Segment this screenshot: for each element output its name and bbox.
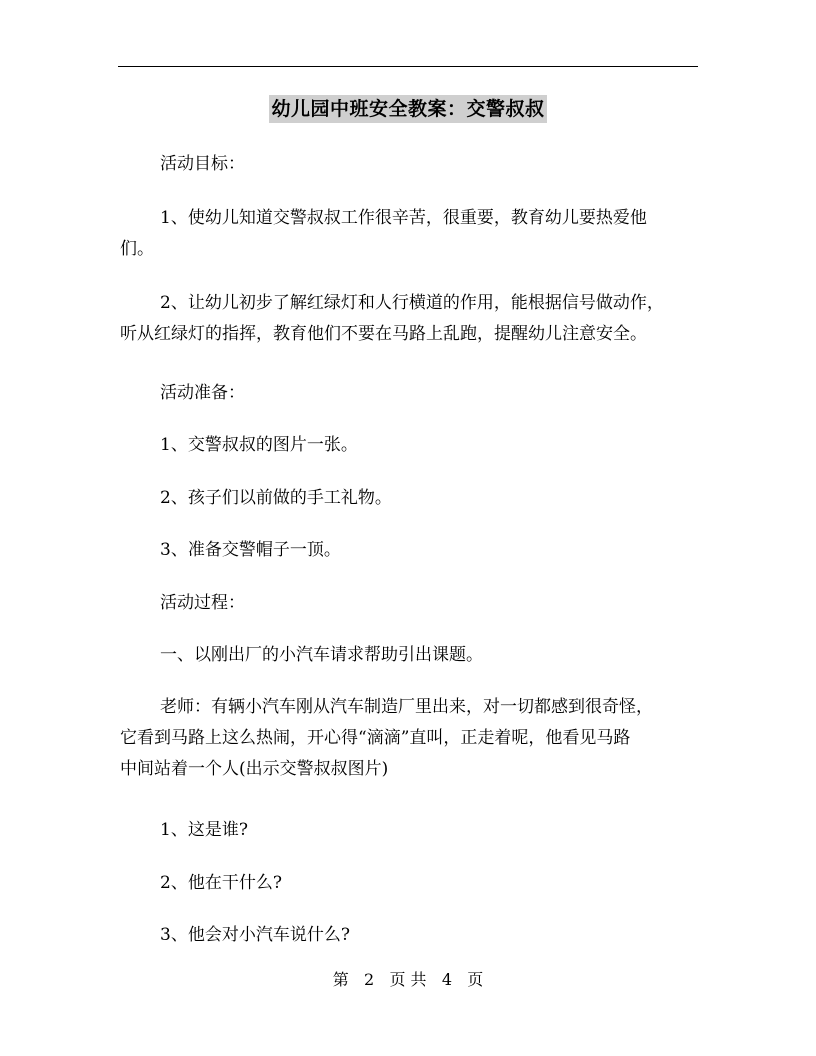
paragraph-activity-goals-heading — [120, 149, 700, 180]
text-line: 活动目标： — [160, 154, 245, 174]
text-line: 2、让幼儿初步了解红绿灯和人行横道的作用，能根据信号做动作， — [160, 293, 664, 313]
text-line: 3、他会对小汽车说什么? — [160, 925, 350, 945]
page-footer — [0, 968, 816, 992]
text-line: 中间站着一个人(出示交警叔叔图片) — [120, 759, 389, 779]
current-page-number: 2 — [363, 970, 375, 989]
paragraph-goal-1 — [120, 203, 700, 265]
paragraph-preparation-2 — [120, 483, 700, 514]
text-line: 们。 — [120, 239, 154, 259]
paragraph-question-1 — [120, 815, 700, 846]
text-line: 它看到马路上这么热闹，开心得“滴滴”直叫，正走着呢，他看见马路 — [120, 728, 631, 748]
paragraph-question-3 — [120, 920, 700, 951]
header-rule — [118, 66, 698, 67]
text-line: 2、孩子们以前做的手工礼物。 — [160, 488, 392, 508]
paragraph-process-heading — [120, 588, 700, 619]
paragraph-preparation-heading — [120, 378, 700, 409]
page-label-suffix: 页 — [467, 970, 484, 989]
text-line: 1、交警叔叔的图片一张。 — [160, 435, 358, 455]
text-line: 老师：有辆小汽车刚从汽车制造厂里出来，对一切都感到很奇怪， — [160, 697, 653, 717]
title-container — [0, 95, 816, 123]
text-line: 2、他在干什么? — [160, 873, 282, 893]
page-label-mid: 页 共 — [389, 970, 427, 989]
page-label-prefix: 第 — [332, 970, 349, 989]
paragraph-question-2 — [120, 868, 700, 899]
text-line: 1、这是谁? — [160, 820, 248, 840]
text-line: 1、使幼儿知道交警叔叔工作很辛苦，很重要，教育幼儿要热爱他 — [160, 208, 647, 228]
text-line: 活动准备： — [160, 383, 245, 403]
text-line: 3、准备交警帽子一顶。 — [160, 540, 341, 560]
total-pages-number: 4 — [441, 970, 453, 989]
text-line: 听从红绿灯的指挥，教育他们不要在马路上乱跑，提醒幼儿注意安全。 — [120, 324, 647, 344]
paragraph-teacher-narration — [120, 692, 700, 785]
text-line: 一、以刚出厂的小汽车请求帮助引出课题。 — [160, 645, 483, 665]
text-line: 活动过程： — [160, 593, 245, 613]
paragraph-process-step-1 — [120, 640, 700, 671]
paragraph-goal-2 — [120, 288, 700, 350]
paragraph-preparation-3 — [120, 535, 700, 566]
document-title: 幼儿园中班安全教案：交警叔叔 — [269, 95, 546, 123]
paragraph-preparation-1 — [120, 430, 700, 461]
